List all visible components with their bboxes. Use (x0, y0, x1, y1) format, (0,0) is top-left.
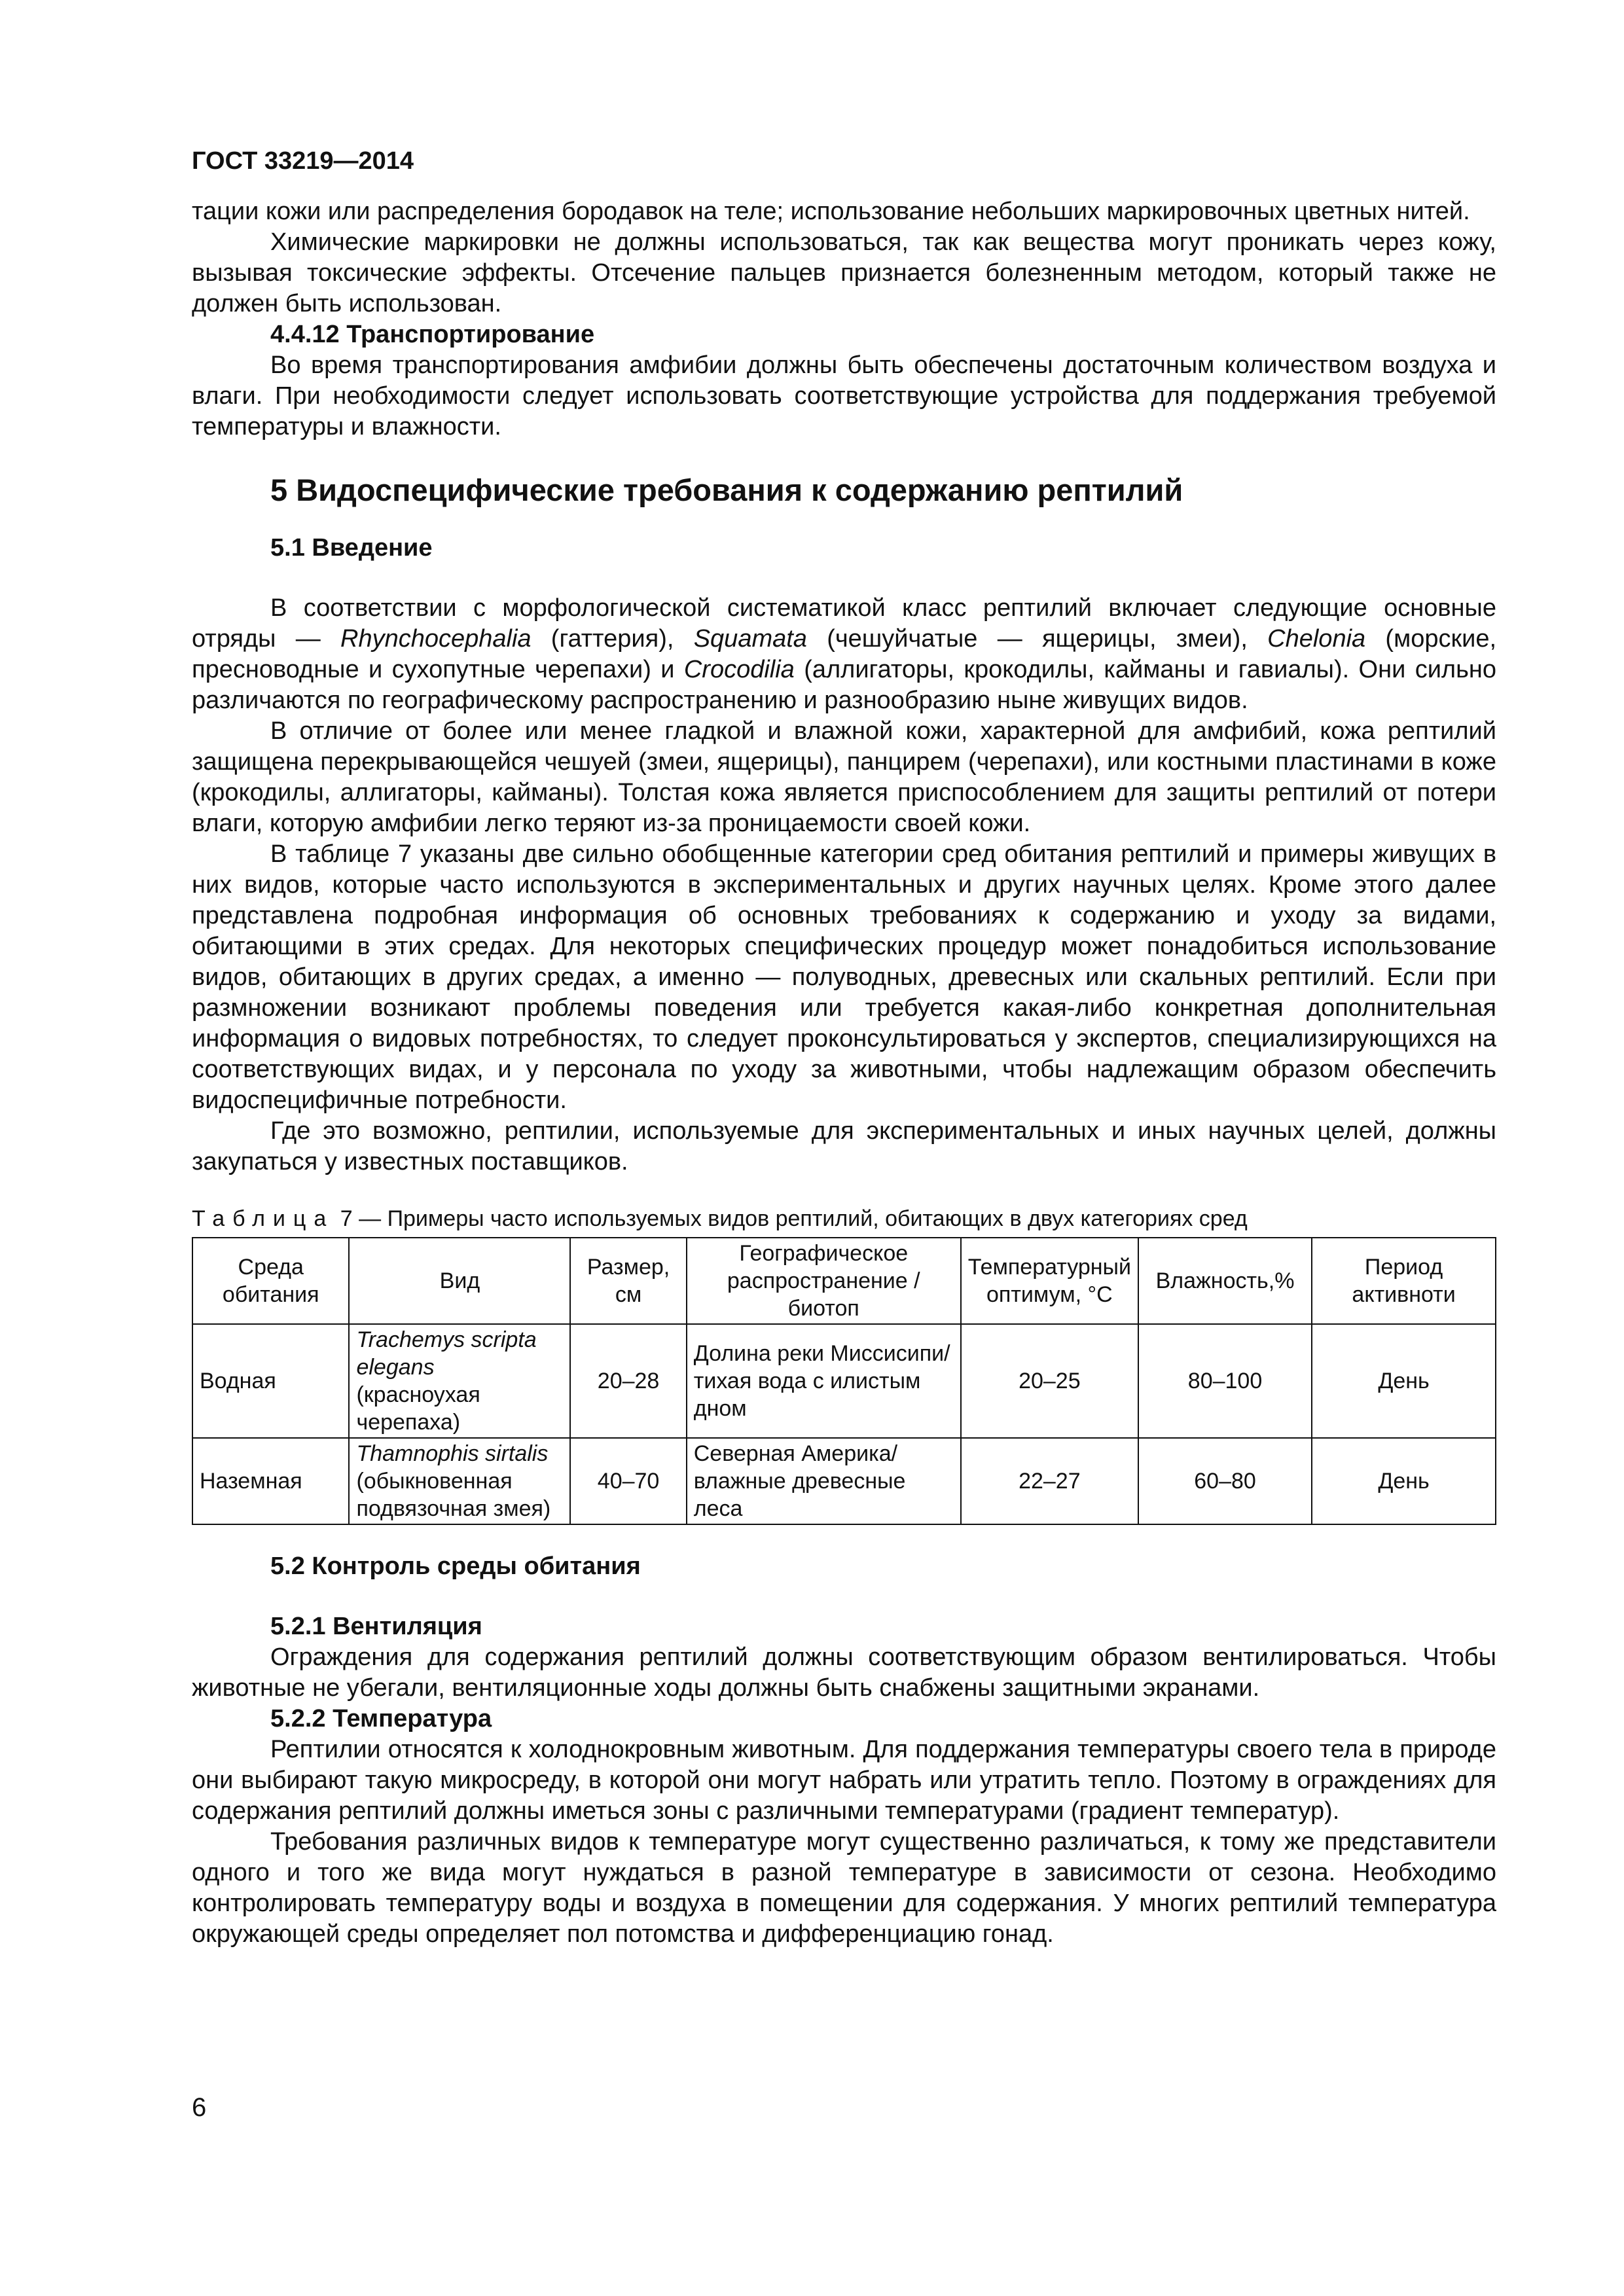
table-cell-habitat: Наземная (192, 1438, 349, 1524)
table-header-cell: Период активноти (1312, 1238, 1496, 1324)
table-header-cell: Размер, см (570, 1238, 686, 1324)
paragraph: Где это возможно, рептилии, используемые для экспериментальных и иных научных целей, должны закупаться у известных поставщиков. (192, 1117, 1496, 1175)
table-caption: Таблица 7 — Примеры часто используемых видов рептилий, обитающих в двух категориях сред (192, 1206, 1248, 1231)
table-cell-temp: 22–27 (961, 1438, 1138, 1524)
table-cell-geo: Северная Америка/ влажные древесные леса (687, 1438, 961, 1524)
table-cell-species: Thamnophis sirtalis (обыкновенная подвязочная змея) (349, 1438, 570, 1524)
table-header-cell: Географическое распространение / биотоп (687, 1238, 961, 1324)
paragraph: тации кожи или распределения бородавок на теле; использование небольших маркировочных цветных нитей. (192, 198, 1470, 225)
table-cell-period: День (1312, 1438, 1496, 1524)
paragraph: Химические маркировки не должны использоваться, так как вещества могут проникать через кожу, вызывая токсические эффекты. Отсечение пальцев признается болезненным методом, который также не должен быть использован. (192, 228, 1496, 317)
table-header-cell: Температурный оптимум, °С (961, 1238, 1138, 1324)
section-5-2-1-title: 5.2.1 Вентиляция (270, 1613, 482, 1640)
paragraph: Рептилии относятся к холоднокровным животным. Для поддержания температуры своего тела в природе они выбирают такую микросреду, в которой они могут набрать или утратить тепло. Поэтому в ограждениях для содержания рептилий должны иметься зоны с различными температурами (градиент температур). (192, 1736, 1496, 1825)
table-cell-habitat: Водная (192, 1324, 349, 1438)
paragraph: В соответствии с морфологической систематикой класс рептилий включает следующие основные отряды — Rhynchocephalia (гаттерия), Squamata (чешуйчатые — ящерицы, змеи), Chelonia (морские, пресноводные и сухопутные черепахи) и Crocodilia (аллигаторы, крокодилы, кайманы и гавиалы). Они сильно различаются по географическому распространению и разнообразию ныне живущих видов. (192, 594, 1497, 714)
section-5-2-2-title: 5.2.2 Температура (270, 1705, 492, 1732)
table-cell-species: Trachemys scripta elegans (красноухая черепаха) (349, 1324, 570, 1438)
section-5-title: 5 Видоспецифические требования к содержанию рептилий (270, 473, 1183, 507)
table-cell-geo: Долина реки Миссисипи/ тихая вода с илистым дном (687, 1324, 961, 1438)
table-cell-humidity: 80–100 (1138, 1324, 1312, 1438)
section-5-1-title: 5.1 Введение (270, 534, 433, 562)
paragraph: Требования различных видов к температуре могут существенно различаться, к тому же представители одного и того же вида могут нуждаться в разной температуре в зависимости от сезона. Необходимо контролировать температуру воды и воздуха в помещении для содержания. У многих рептилий температура окружающей среды определяет пол потомства и дифференциацию гонад. (192, 1828, 1496, 1948)
document-page (192, 147, 1496, 1950)
section-5-2-title: 5.2 Контроль среды обитания (270, 1552, 641, 1580)
table-header-cell: Среда обитания (192, 1238, 349, 1324)
section-4-4-12-title: 4.4.12 Транспортирование (270, 321, 595, 348)
paragraph: В таблице 7 указаны две сильно обобщенные категории сред обитания рептилий и примеры живущих в них видов, которые часто используются в экспериментальных и других научных целях. Кроме этого далее представлена подробная информация об основных требованиях к содержанию и уходу за видами, обитающими в этих средах. Для некоторых специфических процедур может понадобиться использование видов, обитающих в других средах, а именно — полуводных, древесных или скальных рептилий. Если при размножении возникают проблемы поведения или требуется какая-либо конкретная дополнительная информация о видовых потребностях, то следует проконсультироваться у экспертов, специализирующихся на соответствующих видах, и у персонала по уходу за животными, чтобы надлежащим образом обеспечить видоспецифичные потребности. (192, 840, 1496, 1114)
table-row (192, 1324, 1496, 1438)
table-cell-size: 40–70 (570, 1438, 686, 1524)
paragraph: Во время транспортирования амфибии должны быть обеспечены достаточным количеством воздуха и влаги. При необходимости следует использовать соответствующие устройства для поддержания требуемой температуры и влажности. (192, 351, 1496, 440)
table-cell-size: 20–28 (570, 1324, 686, 1438)
species-table (192, 1237, 1496, 1525)
table-cell-temp: 20–25 (961, 1324, 1138, 1438)
table-header-row (192, 1238, 1496, 1324)
document-header: ГОСТ 33219—2014 (192, 147, 414, 175)
paragraph: В отличие от более или менее гладкой и влажной кожи, характерной для амфибий, кожа рептилий защищена перекрывающейся чешуей (змеи, ящерицы), панцирем (черепахи), или костными пластинами в коже (крокодилы, аллигаторы, кайманы). Толстая кожа является приспособлением для защиты рептилий от потери влаги, которую амфибии легко теряют из-за проницаемости своей кожи. (192, 717, 1496, 837)
table-cell-humidity: 60–80 (1138, 1438, 1312, 1524)
table-header-cell: Влажность,% (1138, 1238, 1312, 1324)
table-header-cell: Вид (349, 1238, 570, 1324)
page-number: 6 (192, 2093, 207, 2122)
table-cell-period: День (1312, 1324, 1496, 1438)
paragraph: Ограждения для содержания рептилий должны соответствующим образом вентилироваться. Чтобы животные не убегали, вентиляционные ходы должны быть снабжены защитными экранами. (192, 1643, 1496, 1702)
table-row (192, 1438, 1496, 1524)
